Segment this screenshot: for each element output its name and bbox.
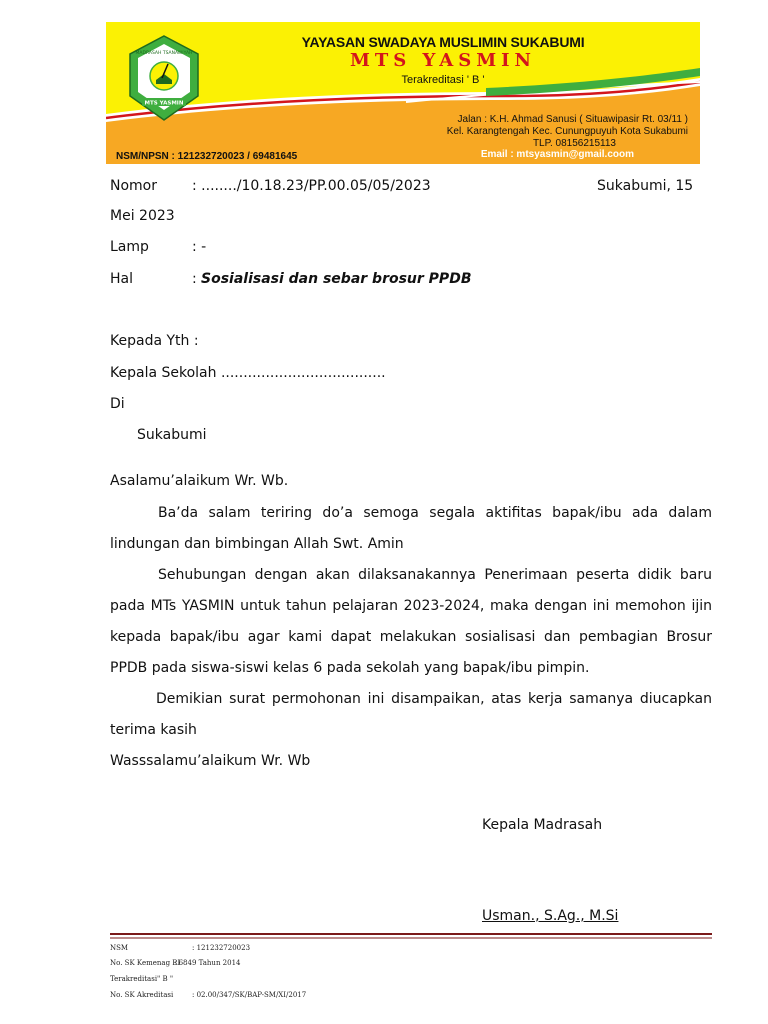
logo-text-top: MADRASAH TSANAWIYAH — [135, 51, 193, 56]
paragraph-2-line-3: kepada bapak/ibu agar kami dapat melakukan sosialisasi dan pembagian Brosur — [110, 629, 712, 645]
footer-accreditation: Terakreditasi" B " — [110, 975, 174, 983]
phone-number: TLP. 08156215113 — [532, 138, 616, 149]
school-name: MTS YASMIN — [349, 50, 537, 71]
paragraph-3-line-1: Demikian surat permohonan ini disampaikan, atas kerja samanya diucapkan — [156, 691, 712, 707]
address-line-2: Kel. Karangtengah Kec. Cunungpuyuh Kota Sukabumi — [446, 126, 688, 137]
lamp-label: Lamp — [110, 239, 149, 255]
accreditation-label: Terakreditasi ' B ' — [401, 74, 485, 86]
lamp-value: : - — [192, 239, 207, 255]
nomor-label: Nomor — [110, 178, 157, 194]
footer-sk-value: : 6849 Tahun 2014 — [174, 959, 241, 967]
paragraph-1-line-1: Ba’da salam teriring do’a semoga segala aktifitas bapak/ibu ada dalam — [158, 505, 712, 521]
footer-nsm-label: NSM — [110, 944, 129, 952]
date-continuation: Mei 2023 — [110, 208, 175, 224]
footer-nsm-value: : 121232720023 — [192, 944, 251, 952]
paragraph-3-line-2: terima kasih — [110, 722, 197, 738]
nsm-npsn: NSM/NPSN : 121232720023 / 69481645 — [116, 151, 298, 162]
paragraph-2-line-4: PPDB pada siswa-siswi kelas 6 pada sekolah yang bapak/ibu pimpin. — [110, 660, 590, 676]
addressee-line-3: Di — [110, 396, 125, 412]
subject-value: Sosialisasi dan sebar brosur PPDB — [201, 271, 472, 287]
signatory-name: Usman., S.Ag., M.Si — [482, 908, 619, 924]
addressee-line-1: Kepada Yth : — [110, 333, 199, 349]
paragraph-2-line-2: pada MTs YASMIN untuk tahun pelajaran 2023-2024, maka dengan ini memohon ijin — [110, 598, 712, 614]
nomor-value: : ......../10.18.23/PP.00.05/05/2023 — [192, 178, 431, 194]
address-line-1: Jalan : K.H. Ahmad Sanusi ( Situawipasir Rt. 03/11 ) — [457, 114, 688, 125]
footer-divider — [110, 932, 712, 940]
school-email: Email : mtsyasmin@gmail.coom — [480, 149, 634, 160]
place-date: Sukabumi, 15 — [597, 178, 694, 194]
addressee-line-4: Sukabumi — [137, 427, 207, 443]
paragraph-1-line-2: lindungan dan bimbingan Allah Swt. Amin — [110, 536, 404, 552]
greeting: Asalamu’alaikum Wr. Wb. — [110, 473, 289, 489]
foundation-name: YAYASAN SWADAYA MUSLIMIN SUKABUMI — [301, 34, 585, 50]
hal-colon: : — [192, 271, 197, 287]
addressee-line-2: Kepala Sekolah ..................................... — [110, 365, 386, 381]
signatory-title: Kepala Madrasah — [482, 817, 603, 833]
footer-sk-label: No. SK Kemenag RI — [110, 959, 181, 967]
paragraph-2-line-1: Sehubungan dengan akan dilaksanakannya Penerimaan peserta didik baru — [158, 567, 712, 583]
footer-ska-label: No. SK Akreditasi — [110, 991, 174, 999]
closing-salutation: Wasssalamu’alaikum Wr. Wb — [110, 753, 311, 769]
logo-text-bottom: MTS YASMIN — [144, 100, 184, 107]
letterhead — [106, 22, 700, 164]
school-address — [408, 114, 688, 150]
footer-ska-value: : 02.00/347/SK/BAP-SM/XI/2017 — [192, 991, 307, 999]
hal-label: Hal — [110, 271, 133, 287]
